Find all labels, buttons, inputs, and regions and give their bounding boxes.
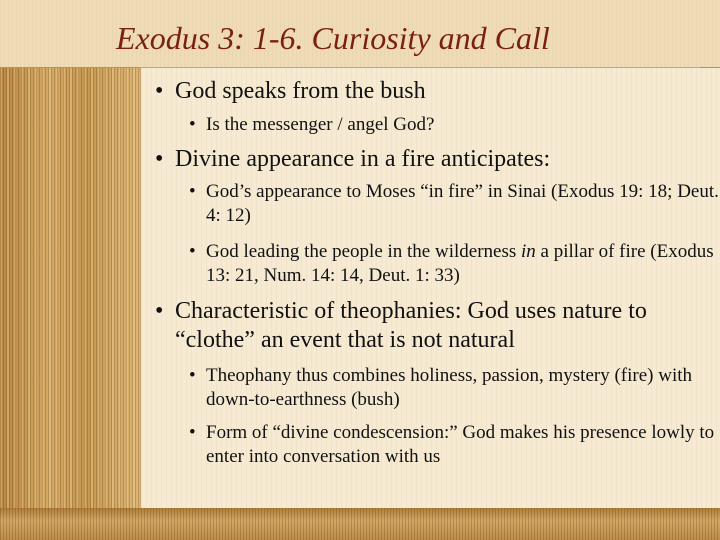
- bullet-dot: •: [189, 114, 196, 135]
- content-panel: [140, 68, 720, 508]
- emphasis-in: in: [521, 241, 536, 262]
- bullet-dot: •: [189, 422, 196, 443]
- slide-title: Exodus 3: 1-6. Curiosity and Call: [116, 20, 550, 56]
- title-bar: [0, 0, 720, 68]
- bullet-text: Divine appearance in a fire anticipates:: [175, 146, 551, 172]
- bullet-dot: •: [189, 365, 196, 386]
- wood-grain-bottom-border: [0, 508, 720, 540]
- sub-bullet-holiness: [189, 364, 719, 412]
- sub-bullet-text: Form of “divine condescension:” God makes his presence lowly to enter into conversation with us: [206, 422, 715, 467]
- wood-grain-left-border: [0, 0, 140, 540]
- bullet-theophanies: [155, 297, 715, 355]
- bullet-dot: •: [155, 78, 164, 104]
- bullet-divine-appearance: [155, 145, 715, 174]
- sub-bullet-text: [206, 240, 719, 288]
- sub-bullet-messenger: [189, 113, 719, 137]
- sub-bullet-pillar-of-fire: [189, 240, 719, 288]
- sub-bullet-text: Is the messenger / angel God?: [206, 114, 435, 135]
- bullet-dot: •: [155, 298, 164, 324]
- bullet-dot: •: [189, 241, 196, 262]
- bullet-text: God speaks from the bush: [175, 78, 426, 104]
- sub-bullet-text: God’s appearance to Moses “in fire” in Sinai (Exodus 19: 18; Deut. 4: 12): [206, 181, 719, 226]
- sub-bullet-condescension: [189, 421, 719, 469]
- sub-bullet-text: Theophany thus combines holiness, passion, mystery (fire) with down-to-earthness (bush): [206, 365, 693, 410]
- bullet-dot: •: [189, 181, 196, 202]
- bullet-text: Characteristic of theophanies: God uses nature to “clothe” an event that is not natural: [175, 298, 647, 353]
- sub-bullet-text-end: a pillar of fire (Exodus 13: 21, Num. 14: 14, Deut. 1: 33): [206, 241, 714, 286]
- sub-bullet-sinai: [189, 180, 719, 228]
- bullet-dot: •: [155, 146, 164, 172]
- sub-bullet-text-start: God leading the people in the wilderness: [206, 241, 522, 262]
- bullet-god-speaks: [155, 77, 715, 106]
